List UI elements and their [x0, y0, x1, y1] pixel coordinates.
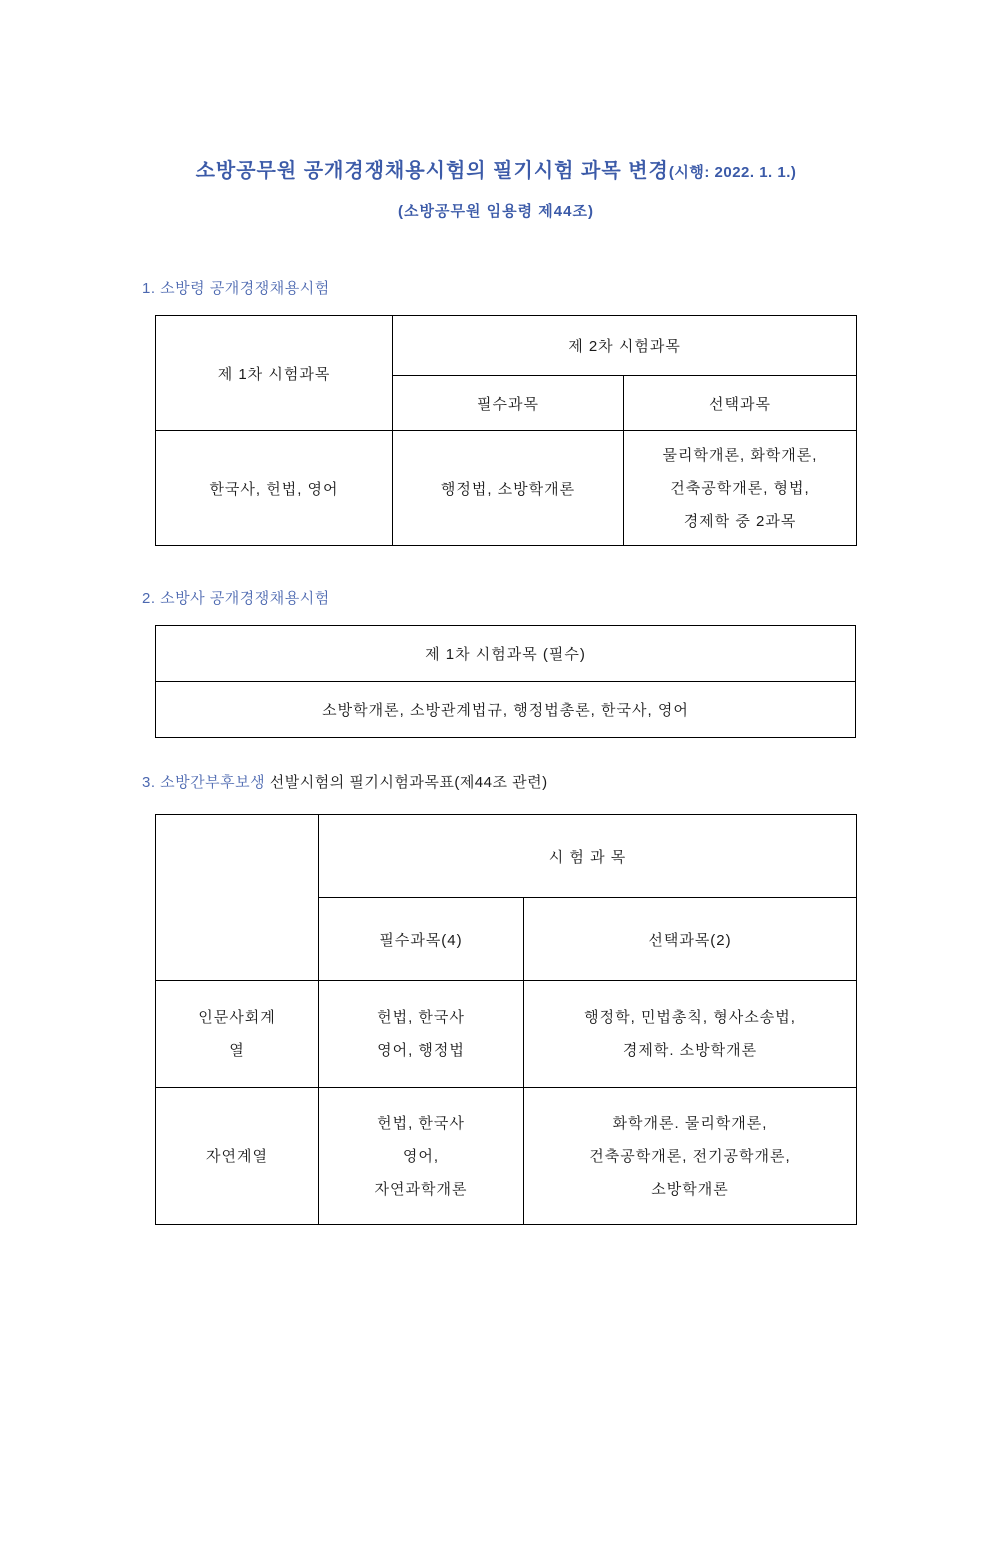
- required-line: 헌법, 한국사: [377, 1009, 465, 1026]
- title-block: [0, 156, 992, 224]
- table-cadet-exam: [155, 814, 857, 1225]
- t2-cell-subjects: 소방학개론, 소방관계법규, 행정법총론, 한국사, 영어: [156, 682, 856, 738]
- document-page: [0, 156, 992, 1559]
- t3-cell-category-humanities: [156, 981, 319, 1088]
- table-sobangryeong-exam: [155, 315, 857, 546]
- t1-cell-first-subjects: 한국사, 헌법, 영어: [156, 431, 393, 546]
- section-2-heading: 2. 소방사 공개경쟁채용시험: [142, 590, 330, 607]
- required-line: 헌법, 한국사: [377, 1114, 465, 1132]
- required-line: 영어, 행정법: [377, 1042, 465, 1059]
- elective-line: 소방학개론: [651, 1180, 729, 1198]
- elective-line: 건축공학개론, 형법,: [670, 479, 810, 497]
- page-title: 소방공무원 공개경쟁채용시험의 필기시험 과목 변경: [195, 160, 669, 182]
- elective-line: 경제학. 소방학개론: [622, 1042, 758, 1059]
- page-subtitle: (소방공무원 임용령 제44조): [398, 203, 594, 220]
- elective-line: 물리학개론, 화학개론,: [662, 446, 818, 464]
- t1-header-first-round: 제 1차 시험과목: [156, 316, 393, 431]
- t3-cell-elective-humanities: [524, 981, 857, 1088]
- t2-header-first-round: 제 1차 시험과목 (필수): [156, 626, 856, 682]
- page-title-note: (시행: 2022. 1. 1.): [668, 164, 797, 181]
- section-3-heading-number: 3. 소방간부후보생: [142, 774, 266, 791]
- t1-header-elective: 선택과목: [624, 376, 857, 431]
- required-line: 자연과학개론: [374, 1180, 468, 1198]
- t3-header-elective: 선택과목(2): [524, 898, 857, 981]
- table-sobangsa-exam: [155, 625, 856, 738]
- table-row: [156, 981, 857, 1088]
- table-row: [156, 1088, 857, 1225]
- t1-header-required: 필수과목: [393, 376, 624, 431]
- table-row: [156, 431, 857, 546]
- t1-cell-required-subjects: 행정법, 소방학개론: [393, 431, 624, 546]
- elective-line: 행정학, 민법총칙, 형사소송법,: [584, 1009, 796, 1026]
- t3-cell-elective-science: [524, 1088, 857, 1225]
- page-title-line: [0, 156, 992, 188]
- t3-header-empty: [156, 815, 319, 981]
- required-line: 영어,: [402, 1147, 440, 1165]
- category-line: 인문사회계: [198, 1009, 276, 1026]
- t3-cell-required-humanities: [319, 981, 524, 1088]
- t3-header-required: 필수과목(4): [319, 898, 524, 981]
- t3-cell-category-science: [156, 1088, 319, 1225]
- t1-header-second-round: 제 2차 시험과목: [393, 316, 857, 376]
- section-3-heading-rest: 선발시험의 필기시험과목표(제44조 관련): [265, 774, 548, 791]
- section-3-heading: [142, 772, 992, 794]
- table-row: [156, 682, 856, 738]
- t3-header-subjects: 시 험 과 목: [319, 815, 857, 898]
- category-line: 열: [229, 1042, 245, 1059]
- section-1-heading: 1. 소방령 공개경쟁채용시험: [142, 280, 330, 297]
- elective-line: 화학개론. 물리학개론,: [612, 1114, 768, 1132]
- elective-line: 경제학 중 2과목: [683, 512, 797, 530]
- elective-line: 건축공학개론, 전기공학개론,: [589, 1147, 791, 1165]
- category-line: 자연계열: [206, 1147, 268, 1165]
- t1-cell-elective-subjects: [624, 431, 857, 546]
- t3-cell-required-science: [319, 1088, 524, 1225]
